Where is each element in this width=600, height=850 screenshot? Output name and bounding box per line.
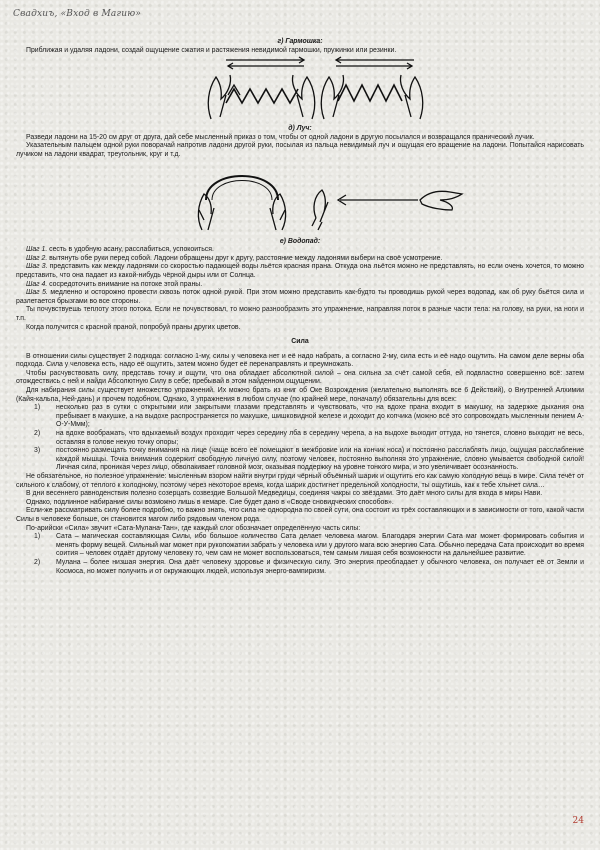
ray-illustration [16,160,584,238]
list-text: постоянно размещать точку внимания на лице (чаще всего её помещают в межбровие или на кончик носа) и постоянно расслаблять лицо, ощущая расслабление каждой мышцы. Точка внимания содержит свободную личную силу, поэтому человек, постоянно выполняя это упражнение, словно умывается свободной силой! Личная сила, проникая через лицо, обволакивает головной мозг, оказывая поддержку на уровне тонкого мира, и это увеличивает осознанность. [56,447,584,472]
running-header: Свадхиъ, «Вход в Магию» [13,9,142,19]
list-item [16,559,584,576]
list-text: несколько раз в сутки с открытыми или закрытыми глазами представлять и чувствовать, что на вдохе прана входит в макушку, на задержке дыхания она пребывает в макушке, а на выдохе распространяется по макушке, шишковидной железе и доходит до копчика (можно всё это сопровождать мысленным пением А-О-У-Ммм); [56,404,584,429]
sila-paragraph-3: Для набирания силы существует множество упражнений. Их можно брать из книг об Оке Возрождения (желательно выполнять все 6 Действий), о Внутренней Алхимии (Кайя-кальпа, Ней-дань) и прочем подобном. Однако, 3 упражнения в любом случае (по крайней мере, поначалу) обязательны для всех: [16,387,584,403]
list-number: 1) [34,404,41,412]
list-text: Сата – магическая составляющая Силы, ибо большое количество Сата делает человека магом. Благодаря энергии Сата маг может формировать события и менять форму вещей. Сильный маг может при рукопожатии забрать у человека или у другого мага всю энергию Сата. Обычно передача Сата происходит во время соития – человек отдаёт другому человеку то, чем сам не может воспользоваться, тем самым лишая себя возможности на дальнейшее развитие. [56,533,584,558]
list-number: 2) [34,430,41,438]
waterfall-step-3 [16,263,584,280]
sila-exercise-list [16,404,584,473]
ray-paragraph-2: Указательным пальцем одной руки поворачай напротив ладони другой руки, посылая из пальца невидимый луч и ощущая его вращение на ладони. Попытайся нарисовать лучиком на ладони квадрат, треугольник, круг и т.д. [16,142,584,158]
sila-paragraph-1: В отношении силы существует 2 подхода: согласно 1-му, силы у человека нет и её надо набрать, а согласно 2-му, сила есть и её надо ощутить. На самом деле верны оба подхода. Сила у человека есть, надо её ощутить, затем можно будет её перенаправлять и преумножать. [16,352,584,369]
sila-paragraph-2: Чтобы расчувствовать силу, представь точку и ощути, что она обладает абсолютной силой – она сильна за счёт самой себя, ей подвластно совершенно всё: затем отождествись с ней и найди Абсолютную Силу в себе; пребывай в этом найденном ощущении. [16,369,584,386]
list-item [16,430,584,447]
list-number: 1) [34,533,41,541]
list-number: 3) [34,447,41,455]
list-number: 2) [34,558,41,566]
step-label: Шаг 2. [26,254,48,262]
step-text: сосредоточить внимание на потоке этой праны. [47,280,203,288]
accordion-text: Приближая и удаляя ладони, создай ощущение сжатия и растяжения невидимой гармошки, пружинки или резинки. [26,46,397,54]
ray-paragraph-1: Разведи ладони на 15-20 см друг от друга, дай себе мысленный приказ о том, чтобы от одной ладони в другую посылался и возвращался пранический лучик. [26,133,535,141]
sila-paragraph-5: В дни весеннего равноденствия полезно созерцать созвездие Большой Медведицы, соединяя чакры со звёздами. Это даёт много силы для входа в миры Нави. [26,490,543,498]
waterfall-step-5 [16,289,584,306]
sila-title: Сила [291,338,309,346]
list-text: Мулана – более низшая энергия. Она даёт человеку здоровье и физическую силу. Это энергия преобладает у обычного человека, он получает её от Земли и Космоса, но может получить и от окружающих людей, используя энерго-вампиризм. [56,558,584,575]
list-item [16,404,584,430]
waterfall-step-4 [16,281,584,290]
ray-title: д) Луч: [288,125,312,133]
step-text: вытянуть обе руки перед собой. Ладони обращены друг к другу, расстояние между ладонями выбери на своё усмотрение. [47,254,443,262]
step-text: медленно и осторожно провести сквозь поток одной рукой. При этом можно представить как-будто ты проводишь рукой через водопад, как об руку бьётся сила и разлетается брызгами во все стороны. [16,289,584,305]
sila-paragraph-8: По-арийски «Сила» звучит «Сата-Мулана-Тан», где каждый слог обозначает определённую часть силы: [26,524,361,532]
sila-paragraph-7: Если-же рассматривать силу более подробно, то важно знать, что сила не однородна по своей сути, она состоит из трёх составляющих и в зависимости от того, какой части Силы в человеке больше, он становится магом либо рядовым членом рода. [16,507,584,523]
sila-parts-list [16,533,584,576]
step-text: представить как между ладонями со скоростью падающей воды льётся красная прана. Откуда она льётся можно не представлять, но если очень хочется, то можно представить, что она падает из какой-нибудь чёрной дыры или от Солнца. [16,263,584,279]
accordion-title: г) Гармошка: [277,38,323,45]
page-number: 24 [572,816,584,826]
sila-paragraph-6: Однако, подлинное набирание силы возможно лишь в кемаре. Сие будет дано в «Своде сновидческих способов». [26,498,394,506]
waterfall-paragraph-2: Когда получится с красной праной, попробуй праны других цветов. [26,323,241,331]
accordion-figure [16,55,584,125]
sila-paragraph-4: Не обязательное, но полезное упражнение: мысленным взором найти внутри груди чёрный объёмный шарик и ощутить его как самую холодную вещь в мире. Сила течёт от сильного к слабому, от теплого к холодному, поэтому через некоторое время, когда шарик достигнет предельной холодности, ты ощутишь, как к тебе хлынет сила… [16,473,584,489]
step-label: Шаг 5. [26,289,48,297]
list-item [16,533,584,559]
waterfall-step-1 [16,246,584,255]
accordion-illustration [16,55,584,125]
step-text: сесть в удобную асану, расслабиться, успокоиться. [47,246,214,254]
list-item [16,447,584,473]
step-label: Шаг 1. [26,246,48,254]
step-label: Шаг 3. [26,263,48,271]
page-body [16,38,584,576]
waterfall-paragraph-1: Ты почувствуешь теплоту этого потока. Если не почувствовал, то можно разнообразить это упражнение, направляя поток в разные части тела: на голову, на руки, на ноги и т.п. [16,306,584,322]
list-text: на вдохе воображать, что вдыхаемый воздух проходит через середину лба в середину черепа, а на выдохе выходит оттуда, но тянется, словно выходит не весь, оставляя в голове некую точку опоры; [56,430,584,446]
ray-figure [16,160,584,238]
step-label: Шаг 4. [26,280,48,288]
waterfall-title: е) Водопад: [279,237,321,245]
